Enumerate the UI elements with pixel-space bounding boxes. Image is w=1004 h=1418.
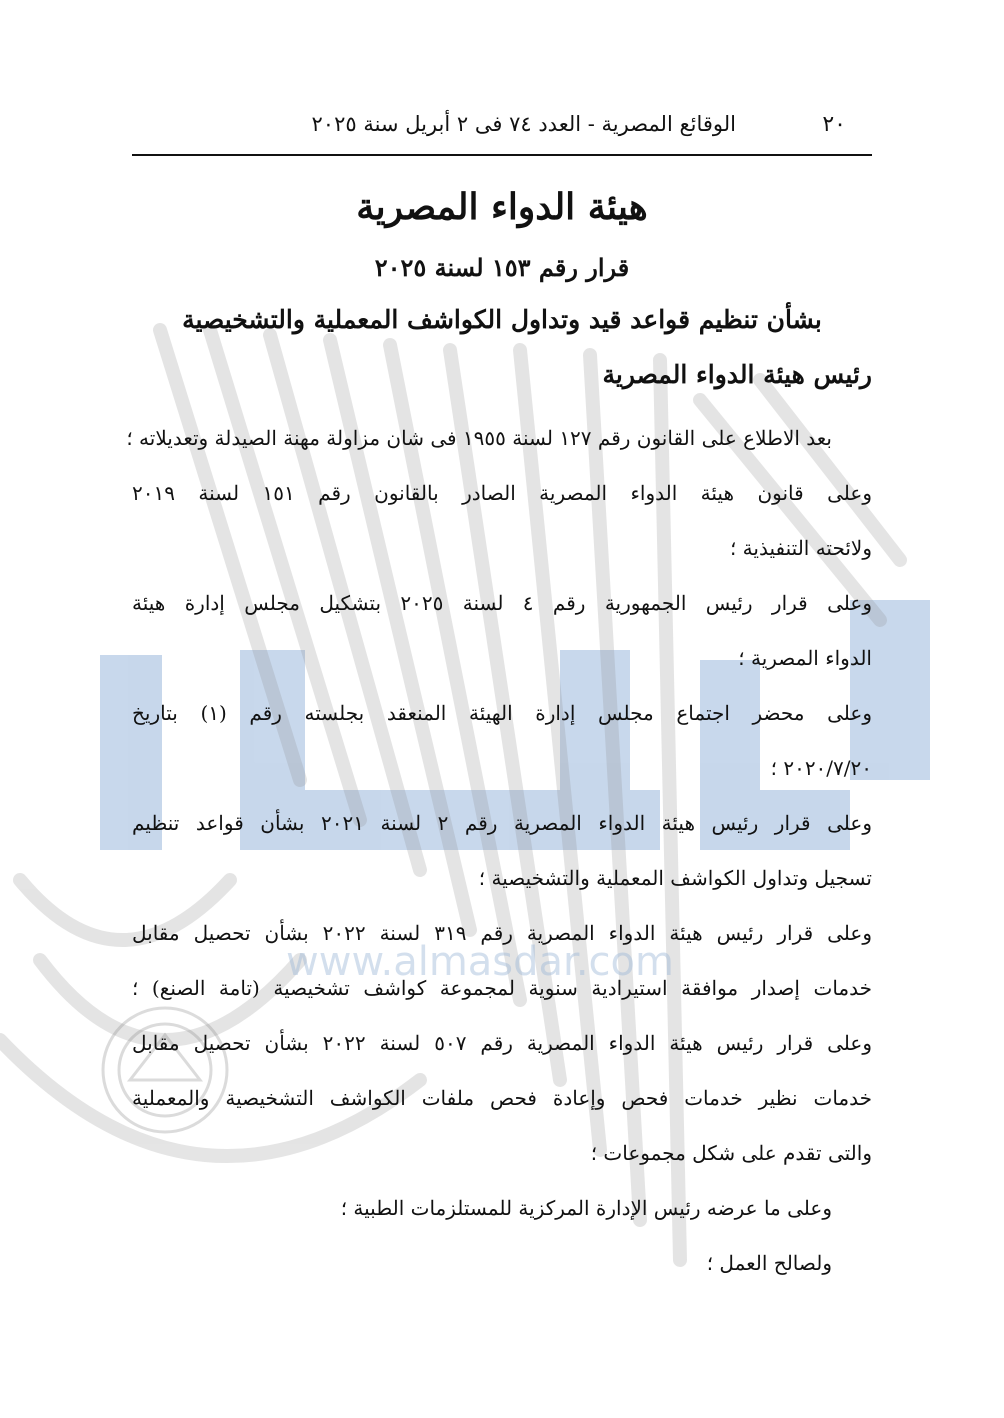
preamble-line: ولصالح العمل ؛ bbox=[706, 1251, 832, 1275]
decree-subject: بشأن تنظيم قواعد قيد وتداول الكواشف المعملية والتشخيصية bbox=[182, 305, 822, 334]
preamble-line: الدواء المصرية ؛ bbox=[738, 646, 872, 670]
authority-title: هيئة الدواء المصرية bbox=[356, 186, 648, 228]
preamble-line: وعلى محضر اجتماع مجلس إدارة الهيئة المنعقد بجلسته رقم (١) بتاريخ bbox=[132, 701, 872, 725]
preamble-line: وعلى قرار رئيس هيئة الدواء المصرية رقم ٢ لسنة ٢٠٢١ بشأن قواعد تنظيم bbox=[132, 811, 872, 835]
preamble-line: وعلى ما عرضه رئيس الإدارة المركزية للمستلزمات الطبية ؛ bbox=[340, 1196, 832, 1220]
preamble-line: وعلى قرار رئيس الجمهورية رقم ٤ لسنة ٢٠٢٥ بتشكيل مجلس إدارة هيئة bbox=[132, 591, 872, 615]
issuer-heading: رئيس هيئة الدواء المصرية bbox=[602, 360, 872, 389]
preamble-line: والتى تقدم على شكل مجموعات ؛ bbox=[590, 1141, 872, 1165]
preamble-line: خدمات نظير خدمات فحص وإعادة فحص ملفات الكواشف التشخيصية والمعملية bbox=[132, 1086, 872, 1110]
watermark-url: www.almasdar.com bbox=[286, 939, 674, 985]
preamble-line: وعلى قانون هيئة الدواء المصرية الصادر بالقانون رقم ١٥١ لسنة ٢٠١٩ bbox=[132, 481, 872, 505]
page-header bbox=[132, 112, 872, 152]
preamble-line: تسجيل وتداول الكواشف المعملية والتشخيصية ؛ bbox=[478, 866, 872, 890]
preamble-line: بعد الاطلاع على القانون رقم ١٢٧ لسنة ١٩٥٥ فى شان مزاولة مهنة الصيدلة وتعديلاته ؛ bbox=[126, 426, 832, 450]
decree-number: قرار رقم ١٥٣ لسنة ٢٠٢٥ bbox=[374, 253, 630, 282]
page-number: ٢٠ bbox=[822, 112, 846, 137]
running-head: الوقائع المصرية - العدد ٧٤ فى ٢ أبريل سنة ٢٠٢٥ bbox=[311, 112, 736, 136]
preamble-line: خدمات إصدار موافقة استيرادية سنوية لمجموعة كواشف تشخيصية (تامة الصنع) ؛ bbox=[132, 976, 872, 1000]
header-divider bbox=[132, 154, 872, 156]
seal-emblem bbox=[103, 1008, 227, 1132]
preamble-line: وعلى قرار رئيس هيئة الدواء المصرية رقم ٥٠٧ لسنة ٢٠٢٢ بشأن تحصيل مقابل bbox=[132, 1031, 872, 1055]
preamble-line: ٢٠٢٠/٧/٢٠ ؛ bbox=[770, 756, 872, 780]
preamble-line: ولائحته التنفيذية ؛ bbox=[729, 536, 872, 560]
preamble-line: وعلى قرار رئيس هيئة الدواء المصرية رقم ٣١٩ لسنة ٢٠٢٢ بشأن تحصيل مقابل bbox=[132, 921, 872, 945]
